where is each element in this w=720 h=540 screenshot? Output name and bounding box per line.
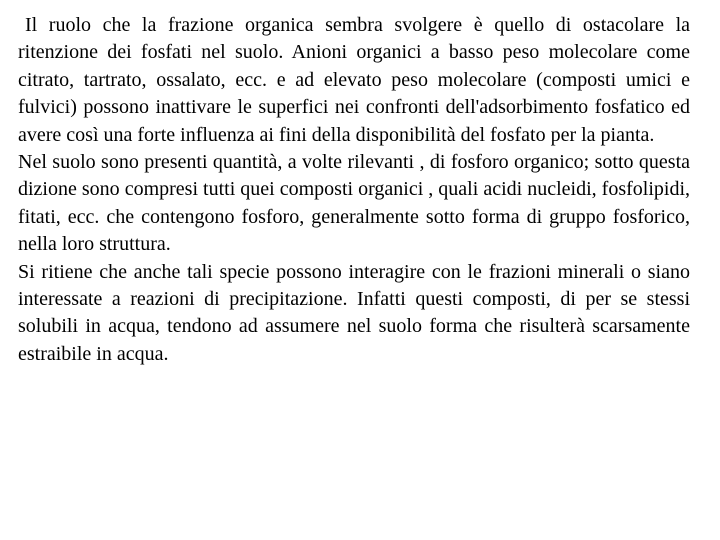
document-body bbox=[18, 12, 690, 368]
paragraph-3: Si ritiene che anche tali specie possono interagire con le frazioni minerali o siano interessate a reazioni di precipitazione. Infatti questi composti, di per se stessi solubili in acqua, tendono ad assumere nel suolo forma che risulterà scarsamente estraibile in acqua. bbox=[18, 260, 690, 365]
paragraph-2: Nel suolo sono presenti quantità, a volte rilevanti , di fosforo organico; sotto questa dizione sono compresi tutti quei composti organici , quali acidi nucleidi, fosfolipidi, fitati, ecc. che contengono fosforo, generalmente sotto forma di gruppo fosforico, nella loro struttura. bbox=[18, 151, 690, 256]
paragraph-1: Il ruolo che la frazione organica sembra svolgere è quello di ostacolare la ritenzione dei fosfati nel suolo. Anioni organici a basso peso molecolare come citrato, tartrato, ossalato, ecc. e ad elevato peso molecolare (composti umici e fulvici) possono inattivare le superfici nei confronti dell'adsorbimento fosfatico ed avere così una forte influenza ai fini della disponibilità del fosfato per la pianta. bbox=[18, 14, 690, 146]
